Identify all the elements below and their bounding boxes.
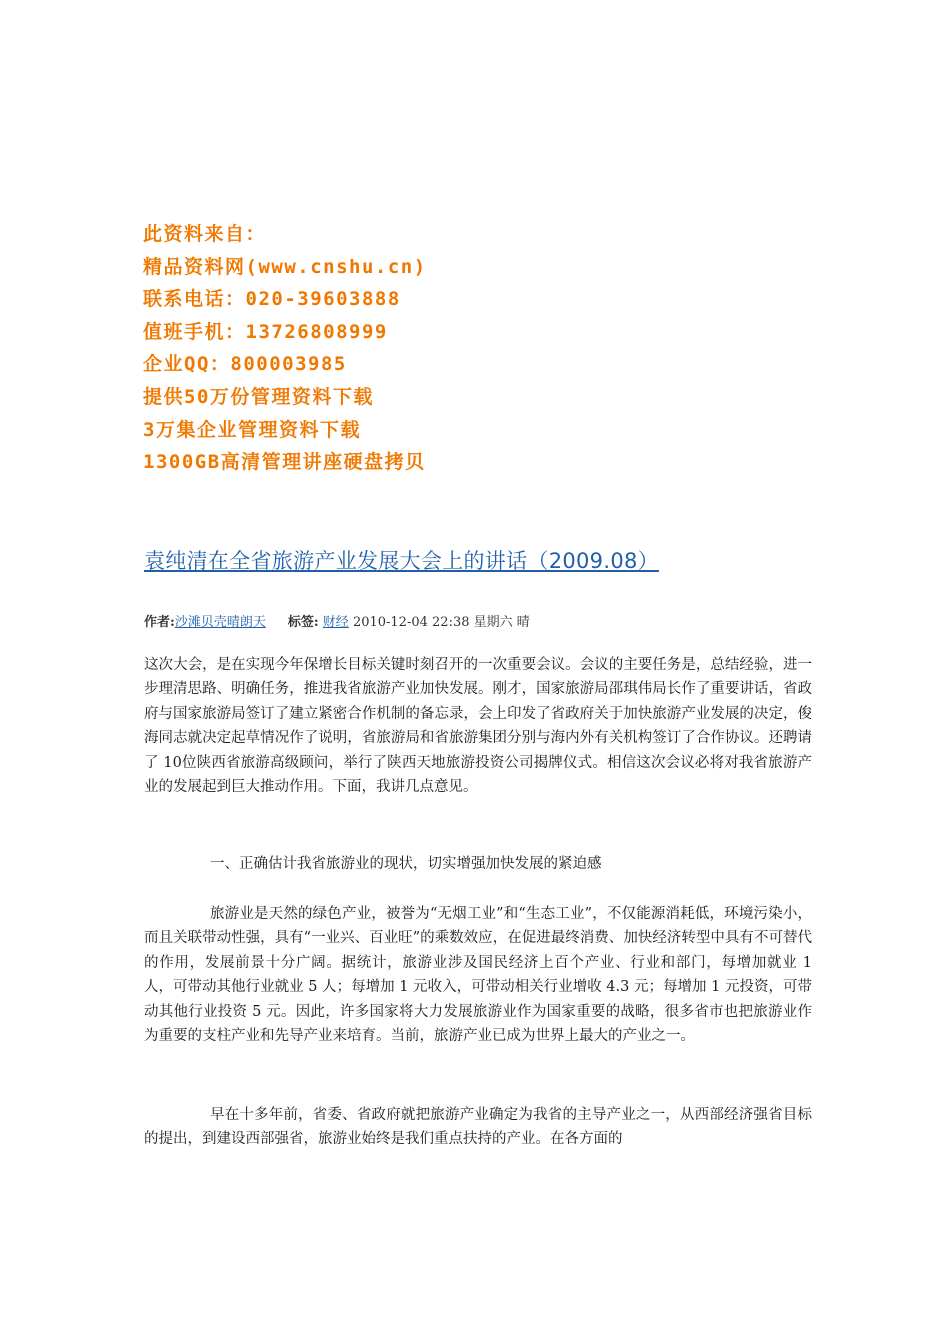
promo-line: 联系电话：020-39603888 <box>143 288 401 311</box>
paragraph: 旅游业是天然的绿色产业，被誉为“无烟工业”和“生态工业”，不仅能源消耗低，环境污染小，而且关联带动性强，具有“一业兴、百业旺”的乘数效应，在促进最终消费、加快经济转型中具有不可替代的作用，发展前景十分广阔。据统计，旅游业涉及国民经济上百个产业、行业和部门，每增加就业 1 人，可带动其他行业就业 5 人；每增加 1 元收入，可带动相关行业增收 4.3 元；每增加 1 元投资，可带动其他行业投资 5 元。因此，许多国家将大力发展旅游业作为国家重要的战略，很多省市也把旅游业作为重要的支柱产业和先导产业来培育。当前，旅游产业已成为世界上最大的产业之一。 <box>144 906 812 1045</box>
tag-link[interactable]: 财经 <box>322 615 349 630</box>
article-title-link[interactable]: 袁纯清在全省旅游产业发展大会上的讲话（2009.08） <box>144 549 659 573</box>
paragraph: 早在十多年前，省委、省政府就把旅游产业确定为我省的主导产业之一，从西部经济强省目标的提出，到建设西部强省，旅游业始终是我们重点扶持的产业。在各方面的 <box>144 1107 812 1148</box>
promo-line: 值班手机：13726808999 <box>143 320 388 343</box>
promo-line: 精品资料网(www.cnshu.cn) <box>143 255 427 278</box>
promo-line: 此资料来自： <box>143 223 267 245</box>
author-link[interactable]: 沙滩贝壳晴朗天 <box>174 615 266 630</box>
post-datetime: 2010-12-04 22:38 星期六 晴 <box>352 615 530 630</box>
tags-label: 标签: <box>287 615 319 630</box>
promo-line: 1300GB高清管理讲座硬盘拷贝 <box>143 451 426 474</box>
paragraph: 这次大会，是在实现今年保增长目标关键时刻召开的一次重要会议。会议的主要任务是，总结经验，进一步理清思路、明确任务，推进我省旅游产业加快发展。刚才，国家旅游局邵琪伟局长作了重要讲话，省政府与国家旅游局签订了建立紧密合作机制的备忘录，会上印发了省政府关于加快旅游产业发展的决定，俊海同志就决定起草情况作了说明，省旅游局和省旅游集团分别与海内外有关机构签订了合作协议。还聘请了 10位陕西省旅游高级顾问，举行了陕西天地旅游投资公司揭牌仪式。相信这次会议必将对我省旅游产业的发展起到巨大推动作用。下面，我讲几点意见。 <box>144 657 812 796</box>
promo-line: 企业QQ：800003985 <box>143 353 347 376</box>
promo-line: 3万集企业管理资料下载 <box>143 418 361 441</box>
article-meta <box>144 611 530 630</box>
promo-line: 提供50万份管理资料下载 <box>143 385 374 408</box>
promo-block <box>143 218 427 479</box>
author-label: 作者: <box>144 615 175 630</box>
section-heading: 一、正确估计我省旅游业的现状，切实增强加快发展的紧迫感 <box>210 856 602 872</box>
